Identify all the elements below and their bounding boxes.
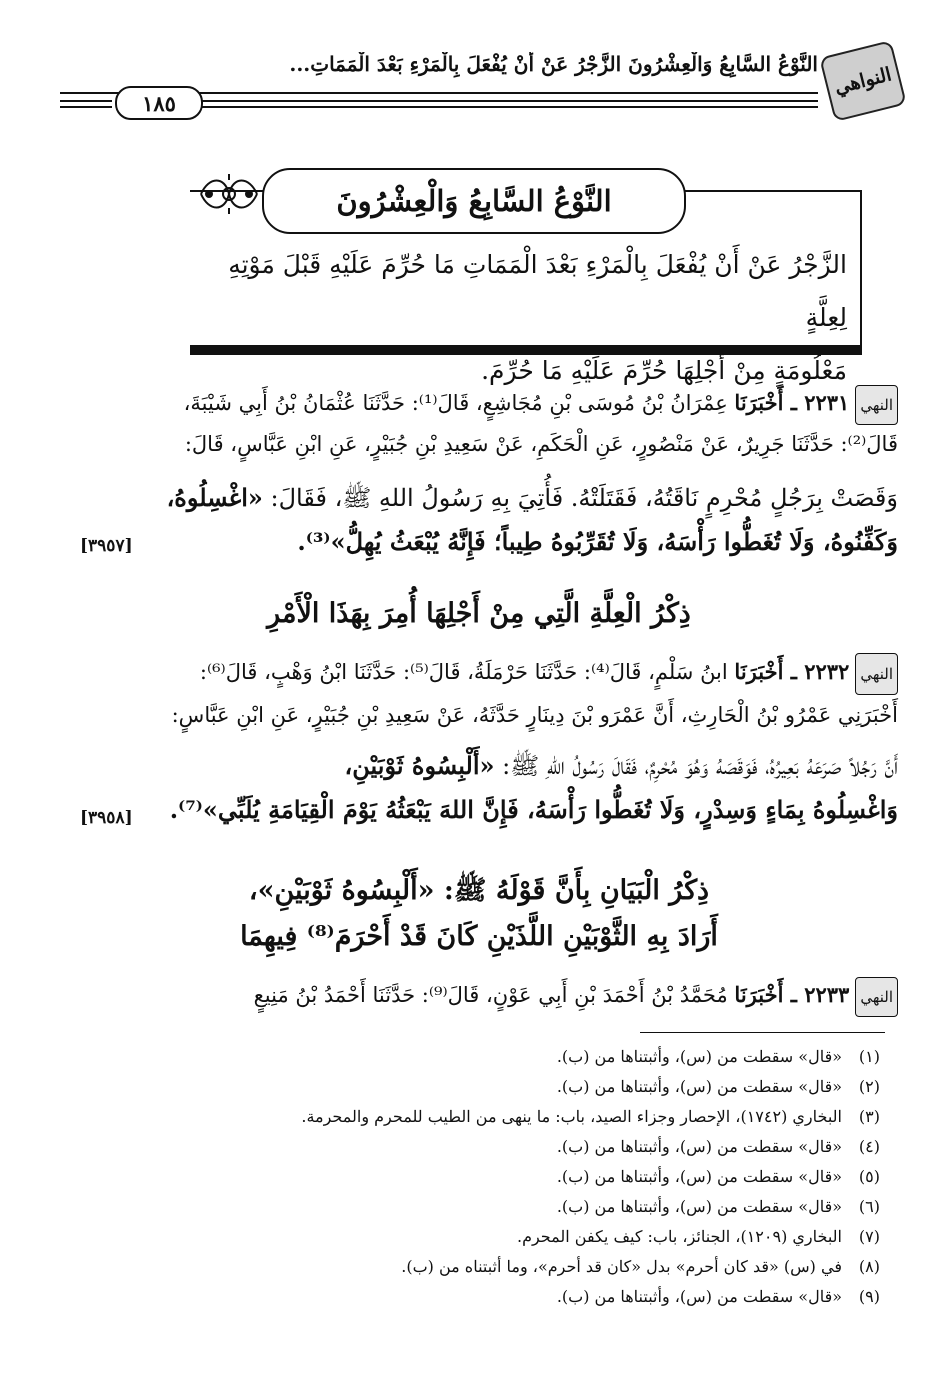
hadith-isnad — [60, 652, 898, 735]
chapter-subtitle — [205, 238, 847, 397]
footnote-number: (٦) — [858, 1197, 880, 1216]
footnote-text: «قال» سقطت من (س)، وأثبتناها من (ب). — [556, 1077, 842, 1096]
footnote-text: «قال» سقطت من (س)، وأثبتناها من (ب). — [556, 1047, 842, 1066]
hadith-line — [60, 976, 898, 1017]
footnote-text: «قال» سقطت من (س)، وأثبتناها من (ب). — [556, 1167, 842, 1186]
page-number: ١٨٥ — [115, 86, 203, 120]
section-badge: النواهي — [819, 40, 907, 122]
hadith-label: ٢٢٣١ ـ أَخْبَرَنَا — [734, 390, 850, 415]
section-heading — [60, 868, 898, 960]
footnote-text: البخاري (١٢٠٩)، الجنائز، باب: كيف يكفن المحرم. — [516, 1227, 842, 1246]
hadith-icon: النهي — [855, 385, 898, 425]
header-rule-right-2 — [202, 106, 818, 108]
isnad-text: أَخْبَرَنِي عَمْرُو بْنُ الْحَارِثِ، أَنَّ عَمْرَو بْنَ دِينَارٍ حَدَّثَهُ، عَنْ سَعِيدِ بْنِ جُبَيْرٍ، عَنِ ابْنِ عَبَّاسٍ: — [171, 703, 898, 727]
reference-number: [٣٩٥٨] — [80, 808, 133, 828]
section-heading-line: ذِكْرُ الْبَيَانِ بِأَنَّ قَوْلَهُ ﷺ: «أَلْبِسُوهُ ثَوْبَيْنِ»، — [248, 875, 710, 906]
footnote-text: «قال» سقطت من (س)، وأثبتناها من (ب). — [556, 1137, 842, 1156]
footnote-number: (٩) — [858, 1287, 880, 1306]
footnote — [120, 1226, 880, 1248]
chapter-subtitle-line: مَعْلُومَةٍ مِنْ أَجْلِهَا حُرِّمَ عَلَيْهِ مَا حُرِّمَ. — [481, 356, 847, 385]
isnad-text: قَالَ⁽²⁾: حَدَّثَنَا جَرِيرٌ، عَنْ مَنْصُورٍ، عَنِ الْحَكَمِ، عَنْ سَعِيدِ بْنِ جُبَيْرٍ، عَنِ ابْنِ عَبَّاسٍ، قَالَ: — [184, 432, 898, 456]
footnote-text: البخاري (١٧٤٢)، الإحصار وجزاء الصيد، باب: ما ينهى من الطيب للمحرم والمحرمة. — [301, 1107, 842, 1126]
hadith-isnad — [60, 976, 898, 1017]
chapter-rule — [190, 345, 862, 355]
footnote — [120, 1136, 880, 1158]
matn-text: أَنَّ رَجُلاً صَرَعَهُ بَعِيرُهُ، فَوَقَصَهُ وَهُوَ مُحْرِمٌ، فَقَالَ رَسُولُ اللهِ ﷺ: — [494, 752, 898, 780]
section-heading: ذِكْرُ الْعِلَّةِ الَّتِي مِنْ أَجْلِهَا أُمِرَ بِهَذَا الْأَمْرِ — [267, 598, 691, 629]
footnote-number: (٣) — [858, 1107, 880, 1126]
header-rule-right-1 — [202, 100, 818, 102]
hadith-line — [60, 384, 898, 425]
header-rule-left-2 — [60, 106, 112, 108]
footnote — [120, 1166, 880, 1188]
prophetic-speech: وَاغْسِلُوهُ بِمَاءٍ وَسِدْرٍ، وَلَا تُغَطُّوا رَأْسَهُ، فَإِنَّ اللهَ يَبْعَثُهُ يَوْمَ الْقِيَامَةِ يُلَبِّي»⁽⁷⁾. — [169, 795, 898, 824]
footnote-text: في (س) «قد كان أحرم» بدل «كان قد أحرم»، وما أثبتناه من (ب). — [401, 1257, 842, 1276]
footnote-number: (٥) — [858, 1167, 880, 1186]
footnote-rule — [640, 1032, 885, 1033]
footnote — [120, 1106, 880, 1128]
footnote — [120, 1196, 880, 1218]
hadith-icon: النهي — [855, 653, 898, 695]
isnad-text: عِمْرَانُ بْنُ مُوسَى بْنِ مُجَاشِعٍ، قَالَ⁽¹⁾: حَدَّثَنَا عُثْمَانُ بْنُ أَبِي شَيْبَةَ، — [183, 391, 728, 415]
matn-line — [60, 788, 898, 832]
isnad-text: ابنُ سَلْمٍ، قَالَ⁽⁴⁾: حَدَّثَنَا حَرْمَلَةُ، قَالَ⁽⁵⁾: حَدَّثَنَا ابْنُ وَهْبٍ، قَالَ⁽⁶⁾: — [199, 660, 728, 684]
header-rule-left-1 — [60, 100, 112, 102]
footnote-number: (٧) — [858, 1227, 880, 1246]
footnote-text: «قال» سقطت من (س)، وأثبتناها من (ب). — [556, 1287, 842, 1306]
reference-number: [٣٩٥٧] — [80, 536, 133, 556]
matn-line — [60, 476, 898, 520]
running-header — [60, 40, 900, 120]
hadith-matn — [60, 476, 898, 564]
footnote — [120, 1286, 880, 1308]
chapter-title: النَّوْعُ السَّابِعُ وَالْعِشْرُونَ — [262, 168, 686, 234]
hadith-label: ٢٢٣٢ ـ أَخْبَرَنَا — [734, 659, 850, 684]
hadith-isnad — [60, 384, 898, 463]
footnote — [120, 1076, 880, 1098]
isnad-text: مُحَمَّدُ بْنُ أَحْمَدَ بْنِ أَبِي عَوْنٍ، قَالَ⁽⁹⁾: حَدَّثَنَا أَحْمَدُ بْنُ مَنِيعٍ — [253, 983, 728, 1007]
footnote-number: (٨) — [858, 1257, 880, 1276]
prophetic-speech: «أَلْبِسُوهُ ثَوْبَيْنِ، — [344, 751, 495, 780]
prophetic-speech: «اغْسِلُوهُ، — [166, 483, 263, 512]
matn-line — [60, 520, 898, 564]
hadith-line — [60, 652, 898, 695]
footnote — [120, 1256, 880, 1278]
matn-line — [60, 744, 898, 788]
ornament-icon — [195, 166, 263, 222]
running-title: النَّوْعُ السَّابِعُ وَالْعِشْرُونَ الزَّجْرُ عَنْ أَنْ يُفْعَلَ بِالْمَرْءِ بَعْدَ الْمَمَاتِ... — [289, 52, 818, 76]
hadith-icon: النهي — [855, 977, 898, 1017]
chapter-subtitle-line: الزَّجْرُ عَنْ أَنْ يُفْعَلَ بِالْمَرْءِ بَعْدَ الْمَمَاتِ مَا حُرِّمَ عَلَيْهِ قَبْلَ مَوْتِهِ لِعِلَّةٍ — [228, 250, 847, 332]
footnote-text: «قال» سقطت من (س)، وأثبتناها من (ب). — [556, 1197, 842, 1216]
matn-text: وَقَصَتْ بِرَجُلٍ مُحْرِمٍ نَاقَتُهُ، فَقَتَلَتْهُ. فَأُتِيَ بِهِ رَسُولُ اللهِ ﷺ، فَقَالَ: — [262, 484, 898, 512]
hadith-label: ٢٢٣٣ ـ أَخْبَرَنَا — [734, 982, 850, 1007]
section-heading-line: أَرَادَ بِهِ الثَّوْبَيْنِ اللَّذَيْنِ كَانَ قَدْ أَحْرَمَ⁽⁸⁾ فِيهِمَا — [240, 921, 718, 952]
hadith-matn — [60, 744, 898, 832]
footnote-number: (٤) — [858, 1137, 880, 1156]
footnote-number: (١) — [858, 1047, 880, 1066]
footnote-number: (٢) — [858, 1077, 880, 1096]
footnote — [120, 1046, 880, 1068]
prophetic-speech: وَكَفِّنُوهُ، وَلَا تُغَطُّوا رَأْسَهُ، وَلَا تُقَرِّبُوهُ طِيباً؛ فَإِنَّهُ يُبْعَثُ يُهِلُّ»⁽³⁾. — [297, 527, 898, 556]
